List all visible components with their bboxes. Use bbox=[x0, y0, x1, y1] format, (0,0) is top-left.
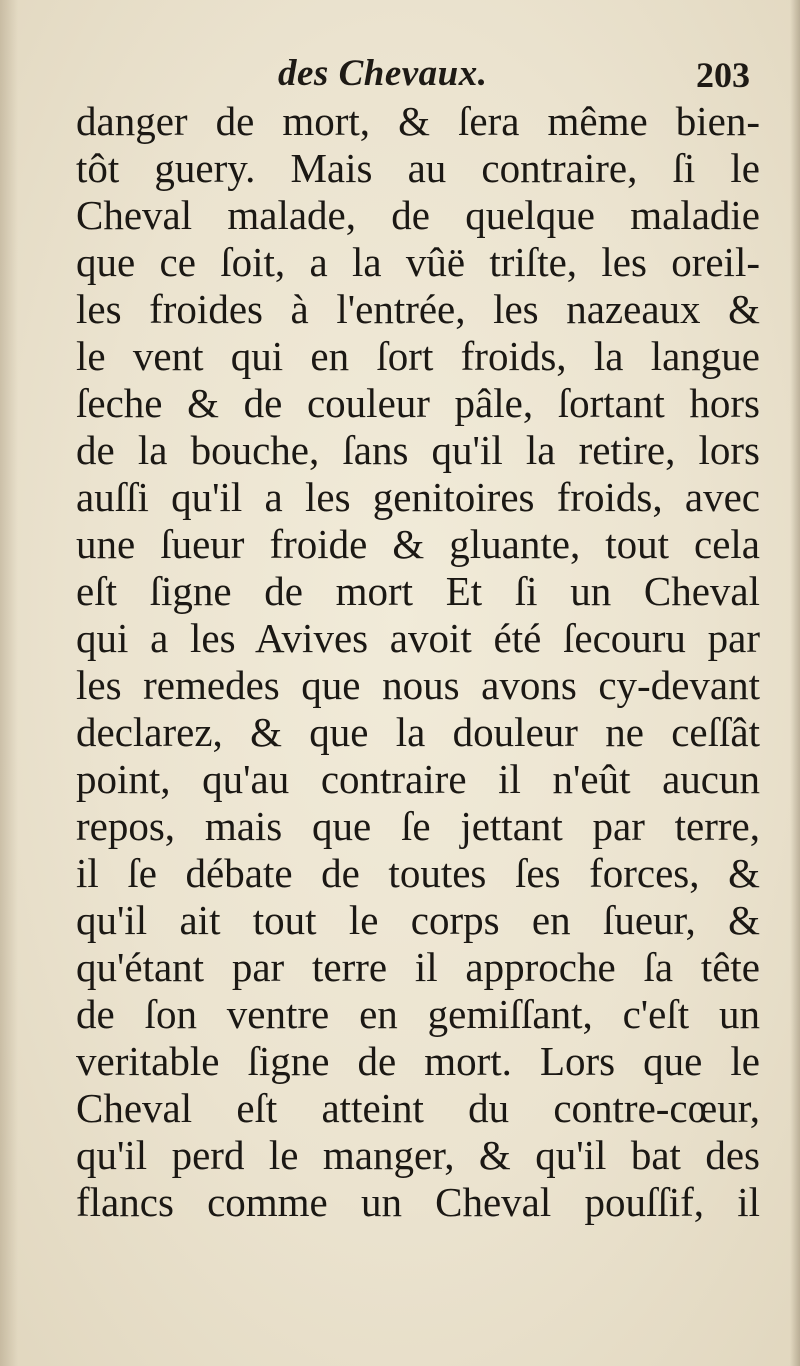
text-line: que ce ſoit, a la vûë triſte, les oreil- bbox=[76, 239, 760, 285]
text-line: veritable ſigne de mort. Lors que le bbox=[76, 1038, 760, 1084]
text-line: Cheval eſt atteint du contre-cœur, bbox=[76, 1085, 760, 1131]
text-line: qui a les Avives avoit été ſecouru par bbox=[76, 615, 760, 661]
text-line: danger de mort, & ſera même bien- bbox=[76, 98, 760, 144]
text-line: Cheval malade, de quelque maladie bbox=[76, 192, 760, 238]
text-line: les remedes que nous avons cy-devant bbox=[76, 662, 760, 708]
text-line: de la bouche, ſans qu'il la retire, lors bbox=[76, 427, 760, 473]
page-number: 203 bbox=[696, 55, 750, 95]
text-line: point, qu'au contraire il n'eût aucun bbox=[76, 756, 760, 802]
text-line: qu'il ait tout le corps en ſueur, & bbox=[76, 897, 760, 943]
text-line: tôt guery. Mais au contraire, ſi le bbox=[76, 145, 760, 191]
text-line: auſſi qu'il a les genitoires froids, avec bbox=[76, 474, 760, 520]
text-line: qu'étant par terre il approche ſa tête bbox=[76, 944, 760, 990]
body-text bbox=[76, 98, 760, 1226]
text-line: les froides à l'entrée, les nazeaux & bbox=[76, 286, 760, 332]
text-line: une ſueur froide & gluante, tout cela bbox=[76, 521, 760, 567]
text-line: qu'il perd le manger, & qu'il bat des bbox=[76, 1132, 760, 1178]
text-line: declarez, & que la douleur ne ceſſât bbox=[76, 709, 760, 755]
text-line: ſeche & de couleur pâle, ſortant hors bbox=[76, 380, 760, 426]
text-line: le vent qui en ſort froids, la langue bbox=[76, 333, 760, 379]
running-title: des Chevaux. bbox=[278, 53, 488, 94]
text-line: repos, mais que ſe jettant par terre, bbox=[76, 803, 760, 849]
text-line: de ſon ventre en gemiſſant, c'eſt un bbox=[76, 991, 760, 1037]
text-line: eſt ſigne de mort Et ſi un Cheval bbox=[76, 568, 760, 614]
text-line: flancs comme un Cheval pouſſif, il bbox=[76, 1179, 760, 1225]
text-line: il ſe débate de toutes ſes forces, & bbox=[76, 850, 760, 896]
